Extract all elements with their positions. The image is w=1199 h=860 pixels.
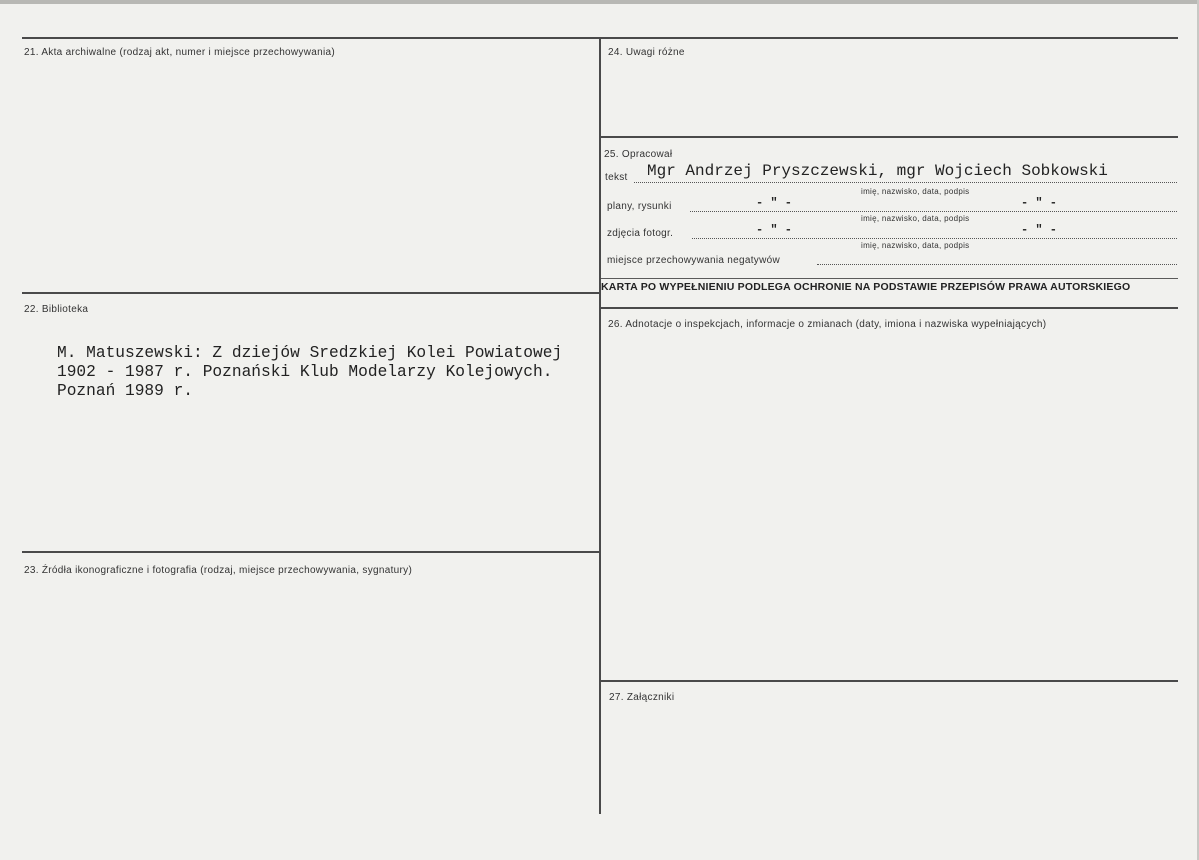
section-27-label: 27. Załączniki xyxy=(609,692,675,703)
biblioteka-line-3: Poznań 1989 r. xyxy=(57,382,193,400)
zdjecia-label: zdjęcia fotogr. xyxy=(607,228,674,239)
section-22-label: 22. Biblioteka xyxy=(24,304,89,315)
negatywy-label: miejsce przechowywania negatywów xyxy=(607,255,781,266)
tekst-value: Mgr Andrzej Pryszczewski, mgr Wojciech Sobkowski xyxy=(647,162,1108,180)
biblioteka-line-1: M. Matuszewski: Z dziejów Sredzkiej Kolei Powiatowej xyxy=(57,344,563,362)
rule-left-mid xyxy=(22,292,600,294)
biblioteka-line-2: 1902 - 1987 r. Poznański Klub Modelarzy Kolejowych. xyxy=(57,363,553,381)
rule-right-25 xyxy=(600,136,1178,138)
tekst-dotted-line xyxy=(634,182,1177,183)
zdjecia-ditto-1: - " - xyxy=(756,223,793,237)
section-21-label: 21. Akta archiwalne (rodzaj akt, numer i miejsce przechowywania) xyxy=(24,47,335,58)
section-24-label: 24. Uwagi różne xyxy=(608,47,685,58)
plany-dotted-line xyxy=(690,211,1177,212)
hint-2: imię, nazwisko, data, podpis xyxy=(861,214,970,223)
plany-ditto-2: - " - xyxy=(1021,196,1058,210)
rule-right-26 xyxy=(600,307,1178,309)
rule-right-27 xyxy=(600,680,1178,682)
tekst-label: tekst xyxy=(605,172,628,183)
section-23-label: 23. Źródła ikonograficzne i fotografia (rodzaj, miejsce przechowywania, sygnatury) xyxy=(24,565,413,576)
hint-3: imię, nazwisko, data, podpis xyxy=(861,241,970,250)
plany-ditto-1: - " - xyxy=(756,196,793,210)
center-divider xyxy=(599,37,601,814)
plany-label: plany, rysunki xyxy=(607,201,672,212)
rule-left-lower xyxy=(22,551,600,553)
zdjecia-ditto-2: - " - xyxy=(1021,223,1058,237)
copyright-notice: KARTA PO WYPEŁNIENIU PODLEGA OCHRONIE NA PODSTAWIE PRZEPISÓW PRAWA AUTORSKIEGO xyxy=(601,281,1131,293)
card-top-edge xyxy=(0,0,1199,4)
negatywy-dotted-line xyxy=(817,264,1177,265)
hint-1: imię, nazwisko, data, podpis xyxy=(861,187,970,196)
zdjecia-dotted-line xyxy=(692,238,1177,239)
section-26-label: 26. Adnotacje o inspekcjach, informacje o zmianach (daty, imiona i nazwiska wypełniających) xyxy=(608,319,1047,330)
section-25-label: 25. Opracował xyxy=(604,149,673,160)
rule-right-copyright-top xyxy=(600,278,1178,279)
